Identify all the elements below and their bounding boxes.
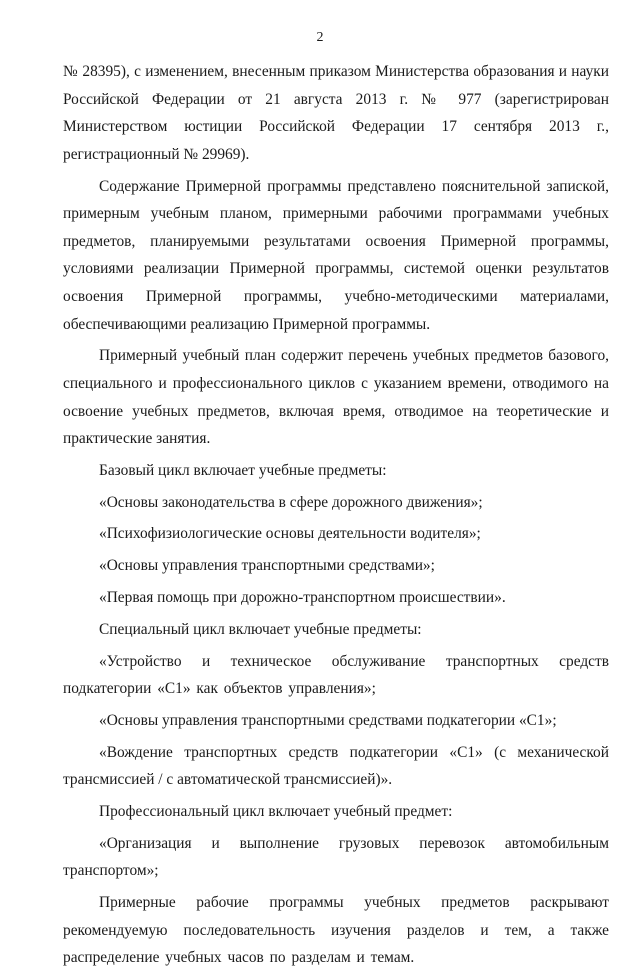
- paragraph-basic-cycle-heading: Базовый цикл включает учебные предметы:: [99, 461, 387, 479]
- list-item-basic-subject-4: «Первая помощь при дорожно-транспортном происшествии».: [99, 589, 506, 606]
- document-body: [63, 58, 609, 976]
- paragraph-registration-continuation: № 28395), с изменением, внесенным приказом Министерства образования и науки Российской Федерации от 21 августа 2013 г. № 977 (зарегистрирован Министерством юстиции Российской Федерации 17 сентября 2013 г., регистрационный № 29969).: [63, 63, 609, 163]
- list-item-special-subject-2: «Основы управления транспортными средствами подкатегории «C1»;: [99, 711, 557, 729]
- list-item-special-subject-1: «Устройство и техническое обслуживание транспортных средств подкатегории «C1» как объектов управления»;: [63, 652, 609, 698]
- paragraph-work-programs: Примерные рабочие программы учебных предметов раскрывают рекомендуемую последовательность изучения разделов и тем, а также распределение учебных часов по разделам и темам.: [63, 894, 609, 967]
- page-number: 2: [316, 30, 324, 45]
- list-item-special-subject-3: «Вождение транспортных средств подкатегории «C1» (с механической трансмиссией / с автоматической трансмиссией)».: [63, 743, 609, 789]
- list-item-basic-subject-3: «Основы управления транспортными средствами»;: [99, 557, 435, 575]
- paragraph-program-contents: Содержание Примерной программы представлено пояснительной запиской, примерным учебным планом, примерными рабочими программами учебных предметов, планируемыми результатами освоения Примерной программы, условиями реализации Примерной программы, системой оценки результатов освоения Примерной программы, учебно-методическими материалами, обеспечивающими реализацию Примерной программы.: [63, 177, 609, 333]
- paragraph-professional-cycle-heading: Профессиональный цикл включает учебный предмет:: [99, 803, 453, 821]
- list-item-basic-subject-1: «Основы законодательства в сфере дорожного движения»;: [99, 493, 483, 511]
- paragraph-special-cycle-heading: Специальный цикл включает учебные предметы:: [99, 620, 422, 638]
- paragraph-curriculum-plan: Примерный учебный план содержит перечень учебных предметов базового, специального и профессионального циклов с указанием времени, отводимого на освоение учебных предметов, включая время, отводимое на теоретические и практические занятия.: [63, 347, 609, 448]
- list-item-basic-subject-2: «Психофизиологические основы деятельности водителя»;: [99, 525, 481, 543]
- list-item-professional-subject-1: «Организация и выполнение грузовых перевозок автомобильным транспортом»;: [63, 834, 609, 880]
